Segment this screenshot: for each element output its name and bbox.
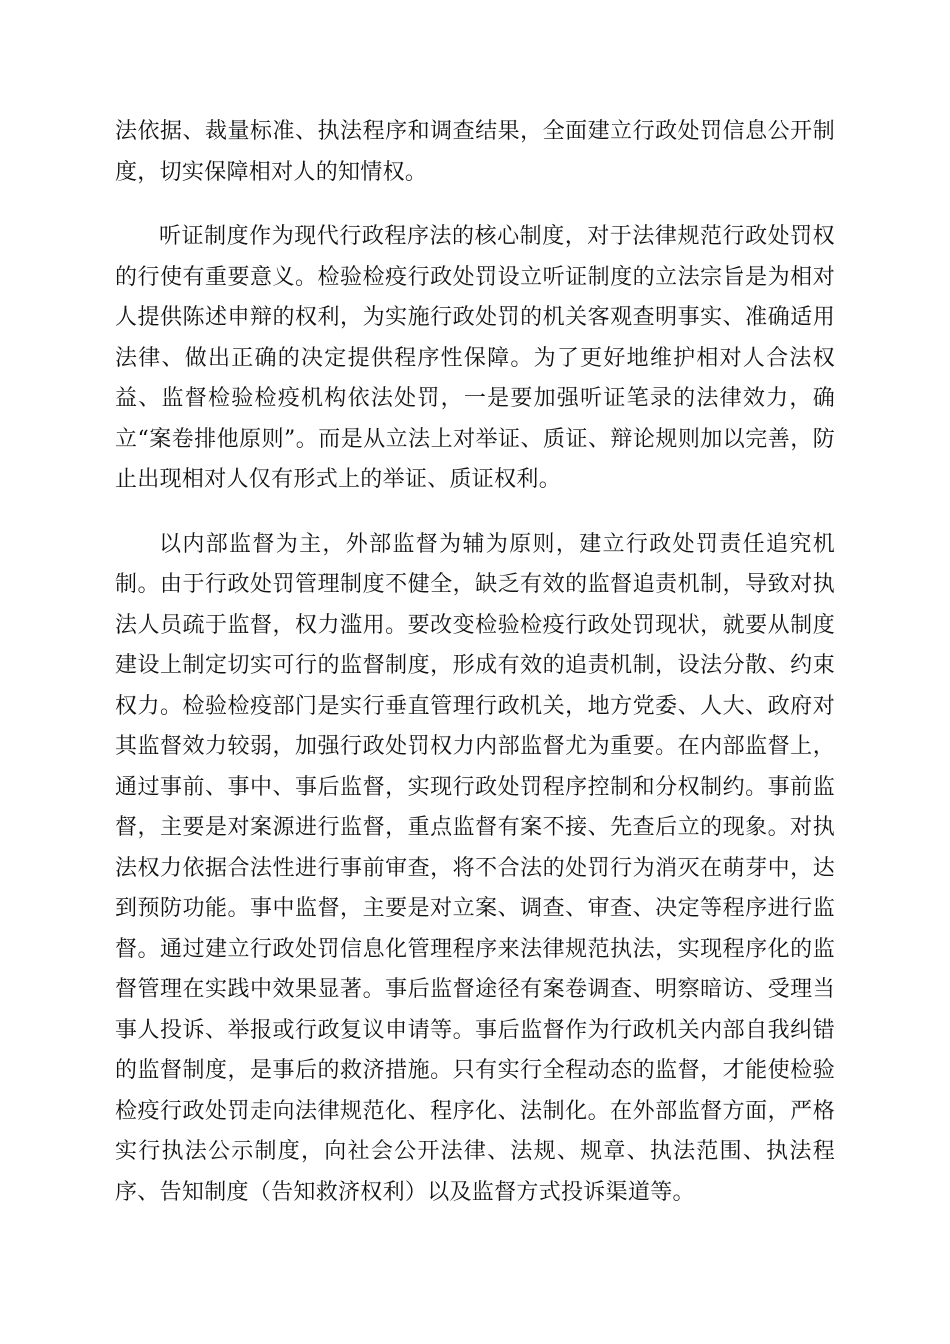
paragraph-hearing-system: 听证制度作为现代行政程序法的核心制度，对于法律规范行政处罚权的行使有重要意义。检验检疫行政处罚设立听证制度的立法宗旨是为相对人提供陈述申辩的权利，为实施行政处罚的机关客观查明事实、准确适用法律、做出正确的决定提供程序性保障。为了更好地维护相对人合法权益、监督检验检疫机构依法处罚，一是要加强听证笔录的法律效力，确立“案卷排他原则”。而是从立法上对举证、质证、辩论规则加以完善，防止出现相对人仅有形式上的举证、质证权利。 <box>115 224 835 492</box>
paragraph-supervision-mechanism: 以内部监督为主，外部监督为辅为原则，建立行政处罚责任追究机制。由于行政处罚管理制度不健全，缺乏有效的监督追责机制，导致对执法人员疏于监督，权力滥用。要改变检验检疫行政处罚现状，就要从制度建设上制定切实可行的监督制度，形成有效的追责机制，设法分散、约束权力。检验检疫部门是实行垂直管理行政机关，地方党委、人大、政府对其监督效力较弱，加强行政处罚权力内部监督尤为重要。在内部监督上，通过事前、事中、事后监督，实现行政处罚程序控制和分权制约。事前监督，主要是对案源进行监督，重点监督有案不接、先查后立的现象。对执法权力依据合法性进行事前审查，将不合法的处罚行为消灭在萌芽中，达到预防功能。事中监督，主要是对立案、调查、审查、决定等程序进行监督。通过建立行政处罚信息化管理程序来法律规范执法，实现程序化的监督管理在实践中效果显著。事后监督途径有案卷调查、明察暗访、受理当事人投诉、举报或行政复议申请等。事后监督作为行政机关内部自我纠错的监督制度，是事后的救济措施。只有实行全程动态的监督，才能使检验检疫行政处罚走向法律规范化、程序化、法制化。在外部监督方面，严格实行执法公示制度，向社会公开法律、法规、规章、执法范围、执法程序、告知制度（告知救济权利）以及监督方式投诉渠道等。 <box>115 531 835 1205</box>
paragraph-information-disclosure: 法依据、裁量标准、执法程序和调查结果，全面建立行政处罚信息公开制度，切实保障相对人的知情权。 <box>115 119 835 185</box>
document-body <box>115 112 835 1213</box>
